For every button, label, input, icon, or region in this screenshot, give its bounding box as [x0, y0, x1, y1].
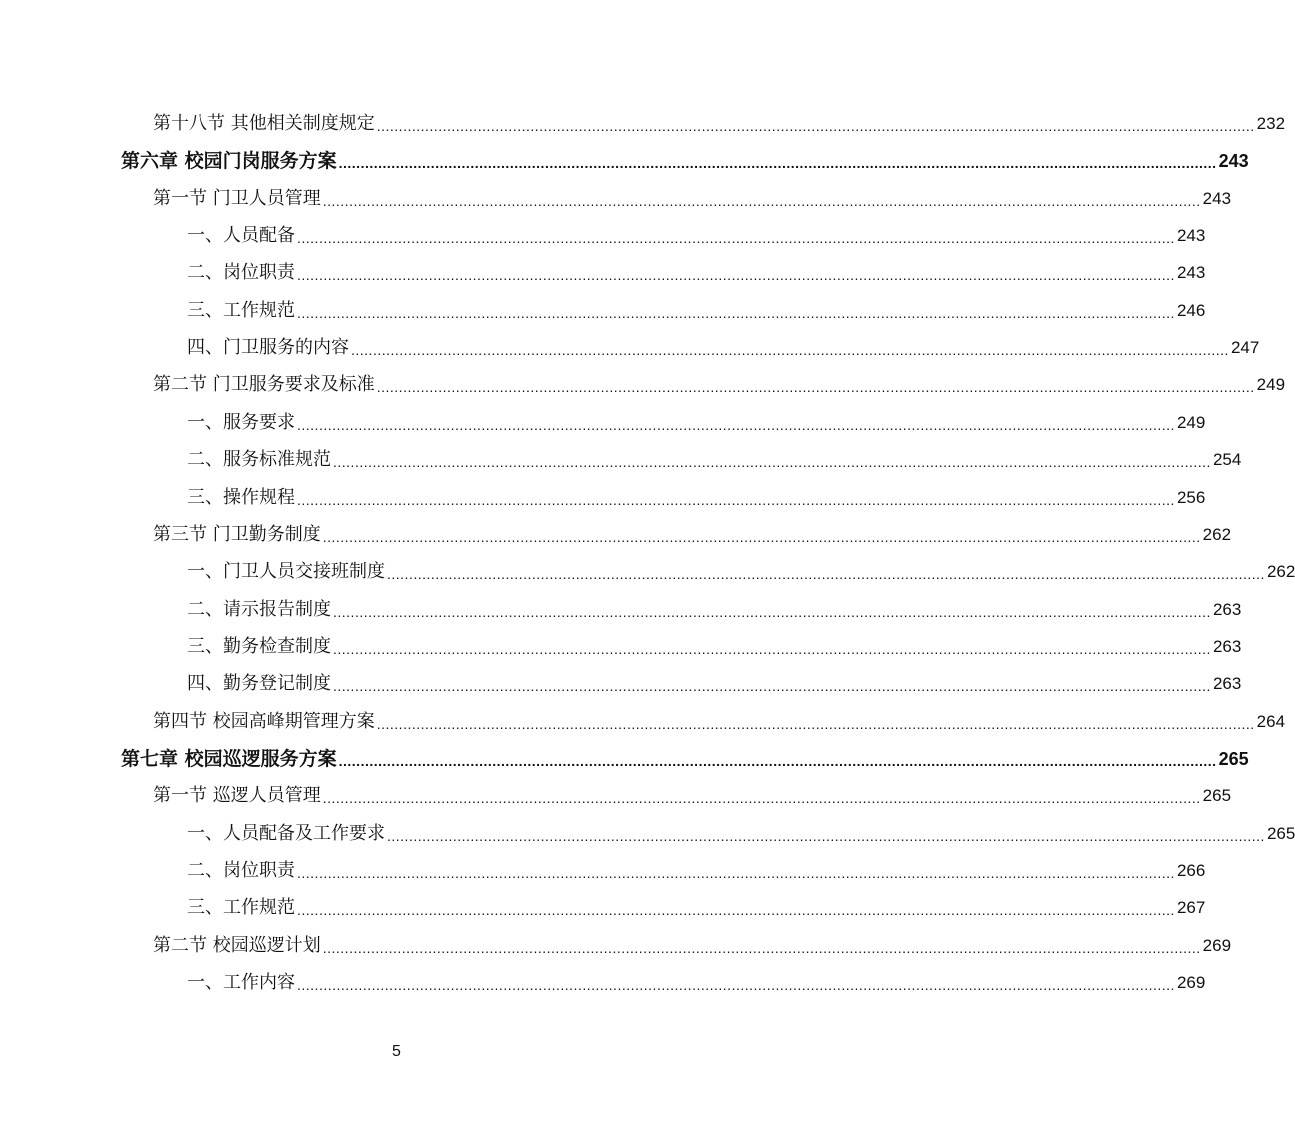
toc-entry-page: 264 [1256, 711, 1286, 731]
toc-entry-item[interactable] [187, 964, 1206, 994]
toc-entry-page: 262 [1202, 524, 1232, 544]
toc-entry-item[interactable] [187, 217, 1206, 247]
toc-entry-item[interactable] [187, 553, 1295, 583]
dot-leader: ........................................................................................................................................................................................................ [322, 939, 1201, 956]
toc-entry-title: 第一节 巡逻人员管理 [153, 785, 321, 807]
toc-entry-title: 第一节 门卫人员管理 [153, 187, 321, 209]
toc-entry-page: 243 [1176, 226, 1206, 246]
toc-entry-page: 265 [1266, 823, 1295, 843]
toc-entry-title: 一、工作内容 [187, 972, 295, 994]
toc-entry-page: 269 [1202, 935, 1232, 955]
toc-entry-chapter[interactable] [121, 142, 1249, 173]
dot-leader: ........................................................................................................................................................................................................ [322, 790, 1201, 807]
dot-leader: ........................................................................................................................................................................................................ [297, 267, 1175, 284]
toc-entry-page: 256 [1176, 487, 1206, 507]
toc-entry-item[interactable] [187, 889, 1206, 919]
toc-entry-title: 三、操作规程 [187, 486, 295, 508]
dot-leader: ........................................................................................................................................................................................................ [333, 603, 1211, 620]
toc-entry-page: 269 [1176, 973, 1206, 993]
toc-entry-page: 243 [1218, 151, 1249, 172]
toc-entry-title: 第十八节 其他相关制度规定 [153, 113, 375, 134]
toc-entry-page: 263 [1212, 636, 1242, 656]
toc-entry-item[interactable] [187, 404, 1206, 434]
toc-entry-section[interactable] [153, 703, 1286, 733]
dot-leader: ........................................................................................................................................................................................................ [351, 342, 1229, 359]
toc-entry-title: 二、岗位职责 [187, 860, 295, 881]
dot-leader: ........................................................................................................................................................................................................ [297, 865, 1175, 881]
dot-leader: ........................................................................................................................................................................................................ [387, 566, 1265, 583]
toc-entry-item[interactable] [187, 591, 1242, 621]
dot-leader: ........................................................................................................................................................................................................ [376, 118, 1255, 134]
toc-entry-title: 四、勤务登记制度 [187, 673, 331, 695]
toc-entry-title: 二、服务标准规范 [187, 449, 331, 471]
dot-leader: ........................................................................................................................................................................................................ [297, 902, 1175, 919]
toc-entry-chapter[interactable] [121, 740, 1249, 770]
dot-leader: ........................................................................................................................................................................................................ [338, 752, 1217, 769]
toc-entry-page: 262 [1266, 562, 1295, 582]
toc-entry-title: 一、服务要求 [187, 411, 295, 433]
toc-entry-section[interactable] [153, 366, 1286, 396]
toc-entry-title: 第七章 校园巡逻服务方案 [121, 747, 337, 770]
toc-entry-title: 三、工作规范 [187, 897, 295, 919]
dot-leader: ........................................................................................................................................................................................................ [338, 155, 1217, 172]
toc-entry-item[interactable] [187, 254, 1206, 284]
toc-entry-page: 266 [1176, 861, 1206, 880]
toc-entry-page: 263 [1212, 599, 1242, 619]
page-number: 5 [392, 1043, 401, 1060]
dot-leader: ........................................................................................................................................................................................................ [322, 192, 1201, 209]
toc-entry-page: 247 [1230, 338, 1260, 358]
toc-entry-title: 第六章 校园门岗服务方案 [121, 150, 337, 173]
toc-entry-item[interactable] [187, 628, 1242, 658]
dot-leader: ........................................................................................................................................................................................................ [297, 230, 1175, 247]
toc-entry-page: 249 [1176, 412, 1206, 432]
toc-entry-title: 三、工作规范 [187, 299, 295, 321]
toc-entry-item[interactable] [187, 852, 1206, 882]
dot-leader: ........................................................................................................................................................................................................ [297, 304, 1175, 321]
toc-entry-section[interactable] [153, 180, 1232, 210]
dot-leader: ........................................................................................................................................................................................................ [297, 416, 1175, 433]
toc-entry-title: 一、门卫人员交接班制度 [187, 561, 385, 583]
dot-leader: ........................................................................................................................................................................................................ [333, 678, 1211, 695]
toc-entry-title: 第四节 校园高峰期管理方案 [153, 710, 375, 732]
toc-entry-section[interactable] [153, 516, 1232, 546]
dot-leader: ........................................................................................................................................................................................................ [297, 977, 1175, 994]
toc-entry-title: 一、人员配备 [187, 225, 295, 247]
dot-leader: ........................................................................................................................................................................................................ [387, 827, 1265, 844]
toc-entry-item[interactable] [187, 292, 1206, 322]
toc-entry-title: 第二节 校园巡逻计划 [153, 934, 321, 956]
dot-leader: ........................................................................................................................................................................................................ [322, 528, 1201, 545]
toc-entry-title: 二、请示报告制度 [187, 598, 331, 620]
dot-leader: ........................................................................................................................................................................................................ [333, 454, 1211, 471]
toc-entry-title: 二、岗位职责 [187, 262, 295, 284]
toc-entry-page: 246 [1176, 300, 1206, 320]
toc-entry-item[interactable] [187, 665, 1242, 695]
toc-entry-page: 265 [1202, 786, 1232, 806]
toc-entry-page: 263 [1212, 674, 1242, 694]
dot-leader: ........................................................................................................................................................................................................ [376, 379, 1255, 396]
toc-entry-page: 243 [1176, 263, 1206, 283]
toc-entry-page: 232 [1256, 114, 1286, 133]
toc-entry-title: 四、门卫服务的内容 [187, 337, 349, 359]
toc-entry-item[interactable] [187, 441, 1242, 471]
toc-entry-title: 一、人员配备及工作要求 [187, 822, 385, 844]
toc-entry-section[interactable] [153, 927, 1232, 957]
toc-entry-page: 265 [1218, 748, 1249, 769]
toc-entry-item[interactable] [187, 815, 1295, 845]
toc-entry-item[interactable] [187, 329, 1260, 359]
toc-entry-page: 254 [1212, 450, 1242, 470]
toc-entry-item[interactable] [187, 479, 1206, 509]
dot-leader: ........................................................................................................................................................................................................ [333, 640, 1211, 657]
toc-entry-title: 第三节 门卫勤务制度 [153, 523, 321, 545]
toc-entry-page: 243 [1202, 188, 1232, 208]
toc-entry-title: 第二节 门卫服务要求及标准 [153, 374, 375, 396]
dot-leader: ........................................................................................................................................................................................................ [376, 715, 1255, 732]
toc-entry-section[interactable] [153, 105, 1286, 135]
dot-leader: ........................................................................................................................................................................................................ [297, 491, 1175, 508]
toc-entry-section[interactable] [153, 777, 1232, 807]
toc-entry-page: 267 [1176, 898, 1206, 918]
toc-entry-page: 249 [1256, 375, 1286, 395]
toc-entry-title: 三、勤务检查制度 [187, 635, 331, 657]
